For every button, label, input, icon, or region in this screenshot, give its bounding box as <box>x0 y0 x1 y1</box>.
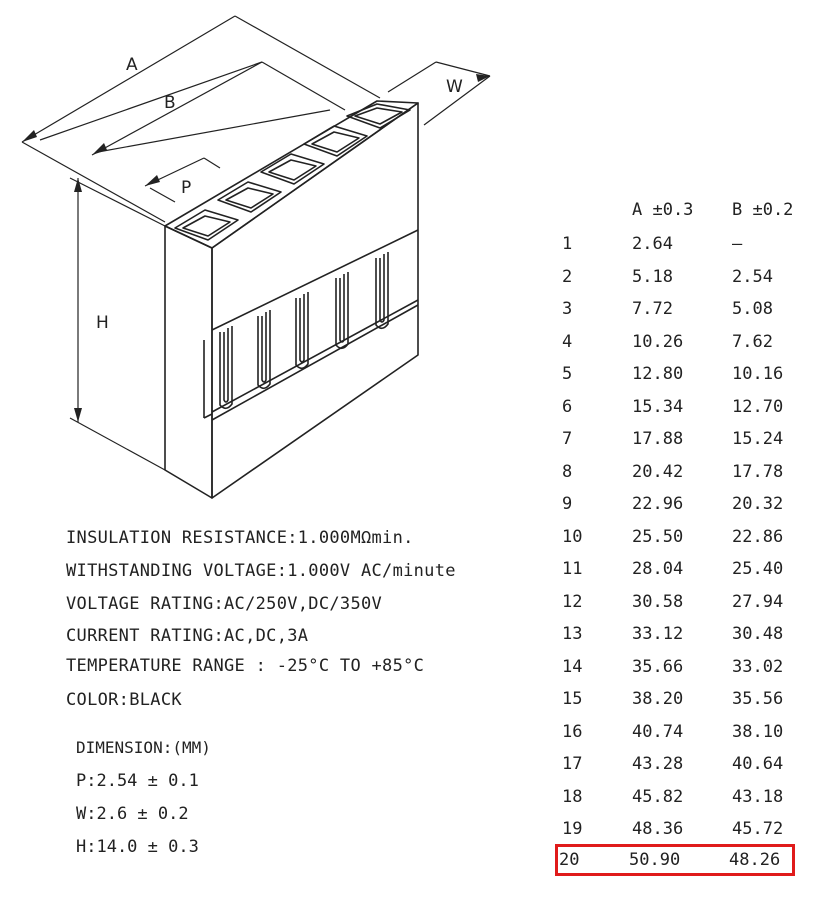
spec-voltage-rating: VOLTAGE RATING:AC/250V,DC/350V <box>66 594 383 614</box>
row-value-a: 7.72 <box>632 299 673 319</box>
row-count: 16 <box>562 721 583 742</box>
dim-label-a: A <box>126 55 138 75</box>
table-row <box>560 716 790 748</box>
table-row <box>560 748 790 780</box>
row-count: 13 <box>562 624 583 644</box>
table-header-b: B ±0.2 <box>732 200 794 220</box>
row-count: 9 <box>562 494 573 514</box>
spec-current-rating: CURRENT RATING:AC,DC,3A <box>66 626 309 646</box>
row-value-a: 2.64 <box>632 234 673 254</box>
row-value-b: 38.10 <box>732 721 784 742</box>
dim-label-h: H <box>96 313 109 333</box>
dim-label-b: B <box>164 93 176 113</box>
row-value-b: 2.54 <box>732 266 773 287</box>
row-count: 4 <box>562 331 573 352</box>
row-count: 3 <box>562 299 573 319</box>
dimension-lines <box>22 16 490 470</box>
row-value-a: 50.90 <box>629 849 681 870</box>
row-count: 19 <box>562 819 583 839</box>
table-row <box>560 261 790 293</box>
dimension-pitch: P:2.54 ± 0.1 <box>76 771 199 791</box>
table-row <box>560 488 790 520</box>
row-value-a: 17.88 <box>632 429 684 449</box>
row-value-b: 35.56 <box>732 689 784 709</box>
row-value-a: 35.66 <box>632 656 684 677</box>
row-count: 10 <box>562 526 583 547</box>
table-row <box>560 456 790 488</box>
table-row <box>560 228 790 260</box>
row-value-a: 33.12 <box>632 624 684 644</box>
housing-front-face <box>165 226 212 498</box>
housing-side-face <box>212 103 418 498</box>
row-count: 5 <box>562 364 573 384</box>
row-count: 14 <box>562 656 583 677</box>
spec-color: COLOR:BLACK <box>66 690 182 710</box>
table-row <box>560 423 790 455</box>
spec-temperature-range: TEMPERATURE RANGE : -25°C TO +85°C <box>66 656 425 676</box>
table-header-a: A ±0.3 <box>632 200 694 220</box>
row-value-b: 7.62 <box>732 331 773 352</box>
table-row <box>557 846 793 874</box>
row-count: 15 <box>562 689 583 709</box>
row-value-b: 30.48 <box>732 624 784 644</box>
row-value-b: 48.26 <box>729 849 781 870</box>
row-count: 18 <box>562 786 583 807</box>
row-value-b: — <box>732 234 743 254</box>
spec-withstanding-voltage: WITHSTANDING VOLTAGE:1.000V AC/minute <box>66 561 456 581</box>
row-value-b: 15.24 <box>732 429 784 449</box>
row-value-b: 45.72 <box>732 819 784 839</box>
row-count: 8 <box>562 461 573 482</box>
row-count: 12 <box>562 591 583 612</box>
row-value-a: 43.28 <box>632 754 684 774</box>
dimension-arrows <box>22 74 490 422</box>
table-row <box>560 651 790 683</box>
row-value-a: 40.74 <box>632 721 684 742</box>
table-row <box>560 618 790 650</box>
row-value-a: 48.36 <box>632 819 684 839</box>
row-value-a: 30.58 <box>632 591 684 612</box>
row-count: 2 <box>562 266 573 287</box>
row-value-b: 20.32 <box>732 494 784 514</box>
table-row <box>560 553 790 585</box>
contact-windows <box>204 230 418 420</box>
table-row <box>560 358 790 390</box>
row-value-a: 25.50 <box>632 526 684 547</box>
row-value-b: 5.08 <box>732 299 773 319</box>
row-count: 7 <box>562 429 573 449</box>
row-value-a: 22.96 <box>632 494 684 514</box>
row-value-b: 17.78 <box>732 461 784 482</box>
row-value-a: 20.42 <box>632 461 684 482</box>
table-row <box>560 813 790 845</box>
table-row <box>560 521 790 553</box>
row-value-b: 33.02 <box>732 656 784 677</box>
row-value-a: 10.26 <box>632 331 684 352</box>
row-value-a: 5.18 <box>632 266 673 287</box>
table-row <box>560 293 790 325</box>
dimension-height: H:14.0 ± 0.3 <box>76 837 199 857</box>
row-value-b: 43.18 <box>732 786 784 807</box>
table-row <box>560 586 790 618</box>
row-value-b: 12.70 <box>732 396 784 417</box>
dim-label-p: P <box>181 178 192 198</box>
row-value-b: 40.64 <box>732 754 784 774</box>
row-value-b: 25.40 <box>732 559 784 579</box>
row-count: 6 <box>562 396 573 417</box>
row-value-a: 45.82 <box>632 786 684 807</box>
table-row <box>560 683 790 715</box>
housing-top-face <box>165 101 418 248</box>
row-value-b: 10.16 <box>732 364 784 384</box>
row-value-a: 12.80 <box>632 364 684 384</box>
spec-insulation-resistance: INSULATION RESISTANCE:1.000MΩmin. <box>66 528 414 548</box>
row-value-a: 38.20 <box>632 689 684 709</box>
dimension-title: DIMENSION:(MM) <box>76 738 211 757</box>
row-count: 11 <box>562 559 583 579</box>
table-row <box>560 781 790 813</box>
row-count: 20 <box>559 849 580 870</box>
row-value-a: 28.04 <box>632 559 684 579</box>
contact-cavities <box>175 104 410 240</box>
row-value-b: 27.94 <box>732 591 784 612</box>
row-value-b: 22.86 <box>732 526 784 547</box>
table-row <box>560 391 790 423</box>
table-row <box>560 326 790 358</box>
dim-label-w: W <box>446 77 463 97</box>
dimension-width: W:2.6 ± 0.2 <box>76 804 189 824</box>
row-count: 17 <box>562 754 583 774</box>
row-value-a: 15.34 <box>632 396 684 417</box>
row-count: 1 <box>562 234 573 254</box>
